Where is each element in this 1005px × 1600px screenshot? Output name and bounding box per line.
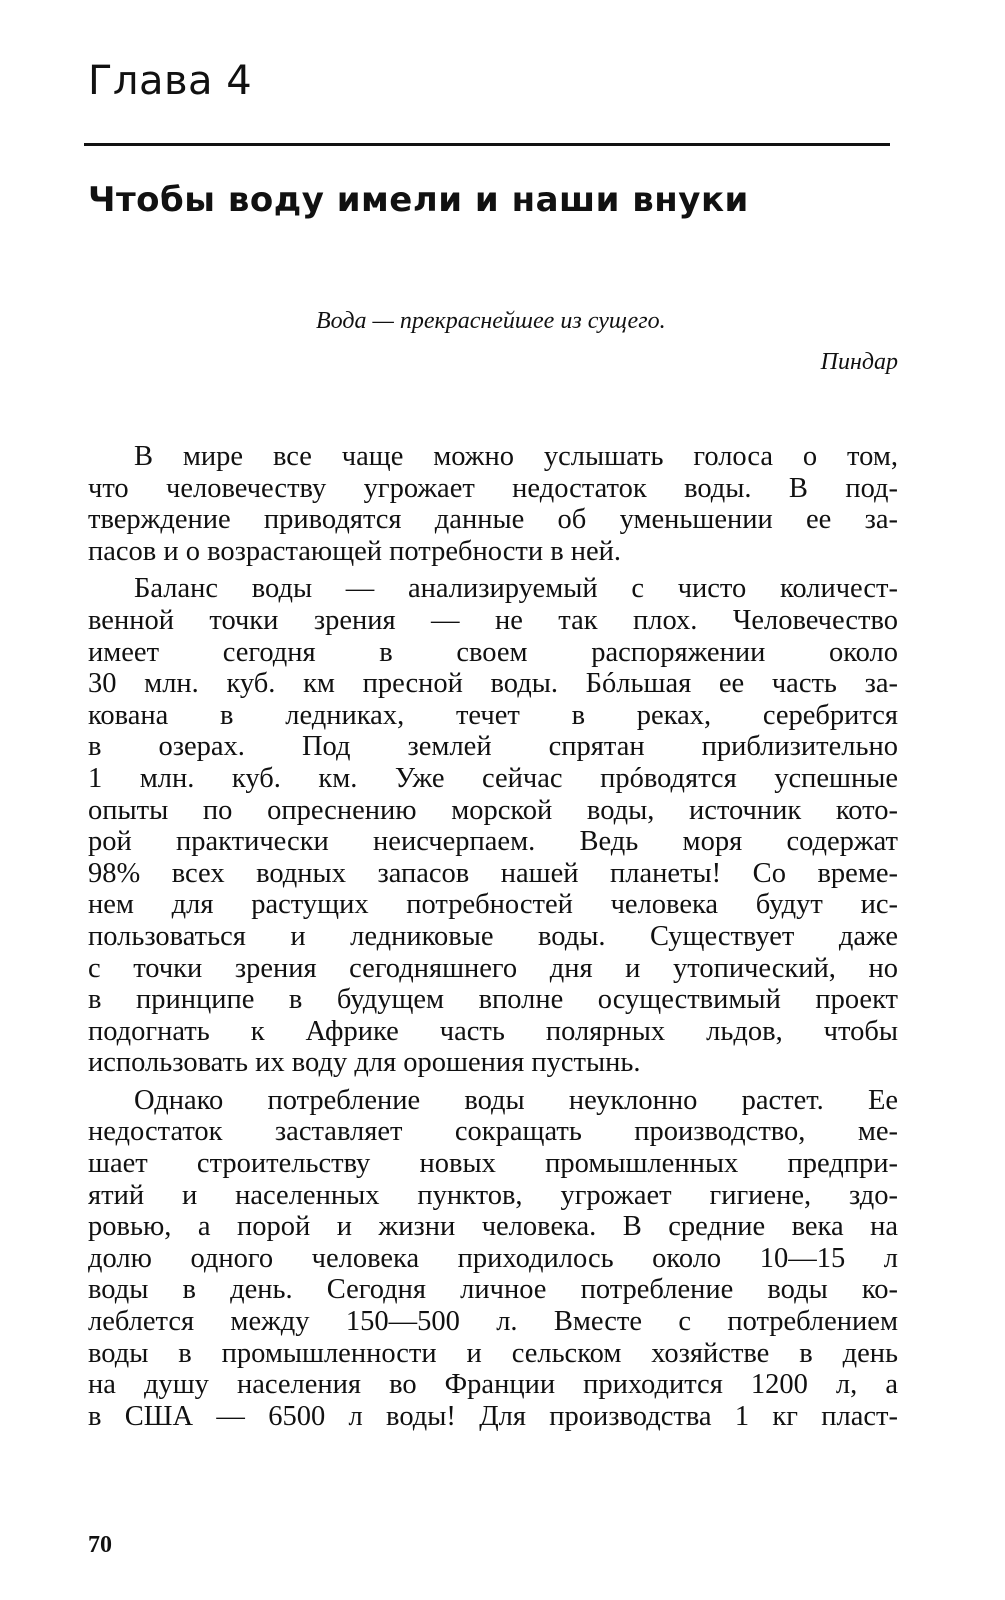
text-line: 30 млн. куб. км пресной воды. Бóльшая ее часть за-: [88, 668, 898, 700]
text-line: тверждение приводятся данные об уменьшении ее за-: [88, 504, 898, 536]
paragraph: [88, 573, 898, 1079]
text-line: Однако потребление воды неуклонно растет. Ее: [134, 1084, 898, 1116]
text-line: в США — 6500 л воды! Для производства 1 кг пласт-: [88, 1400, 898, 1432]
text-line: с точки зрения сегодняшнего дня и утопический, но: [88, 952, 898, 984]
text-line: Баланс воды — анализируемый с чисто количест-: [134, 573, 898, 605]
text-line: леблется между 150—500 л. Вместе с потреблением: [88, 1306, 898, 1338]
text-line: воды в промышленности и сельском хозяйстве в день: [88, 1337, 898, 1369]
paragraph: [88, 1085, 898, 1433]
text-line: в озерах. Под землей спрятан приблизительно: [88, 731, 898, 763]
text-line: использовать их воду для орошения пустынь.: [88, 1047, 641, 1079]
text-line: в принципе в будущем вполне осуществимый проект: [88, 984, 898, 1016]
text-line: ровью, а порой и жизни человека. В средние века на: [88, 1211, 898, 1243]
text-line: нем для растущих потребностей человека будут ис-: [88, 889, 898, 921]
text-line: что человечеству угрожает недостаток воды. В под-: [88, 472, 898, 504]
chapter-label: Глава 4: [88, 58, 253, 104]
text-line: опыты по опреснению морской воды, источник кото-: [88, 794, 898, 826]
text-line: ятий и населенных пунктов, угрожает гигиене, здо-: [88, 1179, 898, 1211]
text-line: воды в день. Сегодня личное потребление воды ко-: [88, 1274, 898, 1306]
text-line: пользоваться и ледниковые воды. Существует даже: [88, 920, 898, 952]
text-line: подогнать к Африке часть полярных льдов, чтобы: [88, 1015, 898, 1047]
text-line: долю одного человека приходилось около 10—15 л: [88, 1242, 898, 1274]
text-line: кована в ледниках, течет в реках, серебрится: [88, 699, 898, 731]
text-line: на душу населения во Франции приходится 1200 л, а: [88, 1369, 898, 1401]
epigraph: [300, 308, 898, 376]
divider-rule: [84, 143, 890, 146]
text-line: В мире все чаще можно услышать голоса о том,: [134, 441, 898, 472]
epigraph-author: Пиндар: [820, 349, 898, 375]
text-line: имеет сегодня в своем распоряжении около: [88, 636, 898, 668]
text-line: шает строительству новых промышленных предпри-: [88, 1148, 898, 1180]
text-line: рой практически неисчерпаем. Ведь моря содержат: [88, 826, 898, 858]
text-line: пасов и о возрастающей потребности в ней.: [88, 535, 622, 567]
page-number: 70: [88, 1532, 112, 1558]
body-text: [88, 441, 898, 1432]
paragraph: [88, 441, 898, 567]
text-line: венной точки зрения — не так плох. Человечество: [88, 604, 898, 636]
epigraph-text: Вода — прекраснейшее из сущего.: [316, 308, 666, 334]
text-line: недостаток заставляет сокращать производство, ме-: [88, 1116, 898, 1148]
chapter-title: Чтобы воду имели и наши внуки: [88, 180, 749, 220]
text-line: 1 млн. куб. км. Уже сейчас прóводятся успешные: [88, 762, 898, 794]
text-line: 98% всех водных запасов нашей планеты! Со време-: [88, 857, 898, 889]
